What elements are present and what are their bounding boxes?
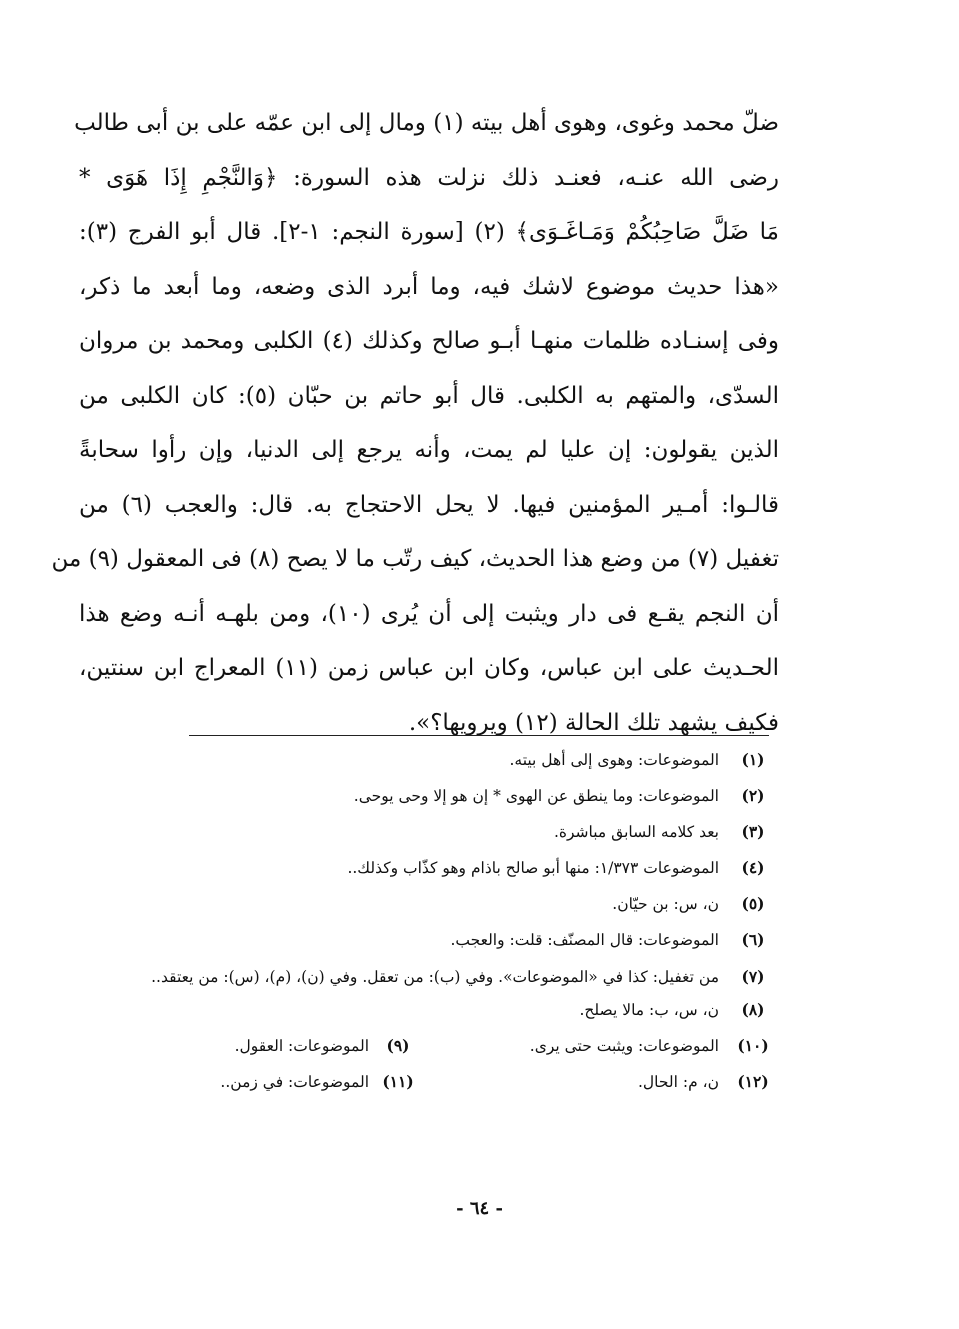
footnote-text: ن، س: بن حيّان.	[612, 895, 719, 913]
footnote-number: (٩)	[386, 1036, 410, 1055]
footnote	[69, 1064, 769, 1100]
footnote	[69, 886, 769, 922]
page-number: - ٦٤ -	[456, 1198, 503, 1219]
footnote-text: ن، س، ب: مالا يصلح.	[579, 1001, 719, 1019]
footnote-number: (١)	[741, 750, 765, 769]
footnotes	[69, 742, 769, 1100]
text-line: الذين يقولون: إن عليا لم يمت، وأنه يرجع إلى الدنيا، وإن رأوا سحابةً	[79, 437, 779, 463]
main-text-body	[51, 96, 780, 750]
footnote-text: ن، م: الحال.	[637, 1073, 719, 1091]
text-line: أن النجم يقـع فى دار ويثبت إلى أن يُرى (١٠)، ومن بلهـه أنـه وضع هذا	[79, 600, 779, 627]
text-line: مَا ضَلَّ صَاحِبُكُمْ وَمَـاغَـوَى﴾ (٢) [سورة النجم: ١-٢]. قال أبو الفرج (٣):	[79, 219, 779, 245]
footnote-number: (٦)	[741, 930, 765, 949]
text-line: «هذا حديث موضوع لاشك فيه، وما أبرد الذى وضعه، وما أبعد ما ذكر،	[79, 273, 779, 300]
footnote-number: (١٠)	[737, 1036, 769, 1055]
footnote-text: الموضوعات ١/٣٧٣: منها أبو صالح باذام وهو كذّاب وكذلك..	[347, 859, 719, 877]
text-line: السدّى، والمتهم به الكلبى. قال أبو حاتم بن حبّان (٥): كان الكلبى من	[79, 382, 779, 409]
footnote	[69, 850, 769, 886]
footnote-text: الموضوعات: قال المصنّف: قلت: والعجب.	[450, 931, 719, 949]
footnote	[69, 778, 769, 814]
footnote-number: (١٢)	[737, 1072, 769, 1091]
footnote-text: الموضوعات: العقول.	[234, 1037, 369, 1055]
footnote-number: (٨)	[741, 1000, 765, 1019]
text-line: الحـديث على ابن عباس، وكان ابن عباس زمن (١١) المعراج ابن سنتين،	[79, 655, 780, 681]
footnote	[69, 958, 769, 992]
footnote-text: الموضوعات: ويثبت حتى يرى.	[529, 1037, 719, 1055]
footnote-text: بعد كلامه السابق مباشرة.	[553, 823, 719, 841]
text-line: قالـوا: أمـير المؤمنين فيها. لا يحل الاحتجاج به. قال: والعجب (٦) من	[79, 491, 779, 518]
footnote-number: (٢)	[741, 786, 765, 805]
footnote-number: (٤)	[741, 858, 765, 877]
text-line: تغفيل (٧) من وضع هذا الحديث، كيف رتّب ما لا يصح (٨) فى المعقول (٩) من	[51, 546, 779, 572]
footnote-number: (١١)	[382, 1072, 414, 1091]
footnote	[69, 922, 769, 958]
footnote-text: الموضوعات: في زمن..	[220, 1073, 369, 1091]
footnote-text: الموضوعات: وما ينطق عن الهوى * إن هو إلا وحى يوحى.	[353, 787, 719, 805]
text-line: فكيف يشهد تلك الحالة (١٢) ويرويها؟».	[408, 709, 779, 736]
footnote-number: (٥)	[741, 894, 765, 913]
footnote	[69, 742, 769, 778]
footnote-text: الموضوعات: وهوى إلى أهل بيته.	[509, 751, 719, 769]
footnote-separator	[189, 735, 769, 736]
text-line: رضى الله عنـه، فعنـد ذلك نزلت هذه السورة: ﴿وَالنَّجْمِ إِذَا هَوَى *	[79, 164, 779, 191]
footnote	[69, 814, 769, 850]
footnote-text: من تغفيل: كذا في «الموضوعات». وفي (ب): من تعقل. وفي (ن)، (م)، (س): من يعتقد..	[151, 968, 719, 986]
footnote-number: (٣)	[741, 822, 765, 841]
text-line: ضلّ محمد وغوى، وهوى أهل بيته (١) ومال إلى ابن عمّه على بن أبى طالب	[74, 110, 779, 136]
footnote-number: (٧)	[741, 967, 765, 986]
text-line: وفى إسنـاده ظلمات منهـا أبـو صالح وكذلك (٤) الكلبى ومحمد بن مروان	[79, 328, 779, 354]
